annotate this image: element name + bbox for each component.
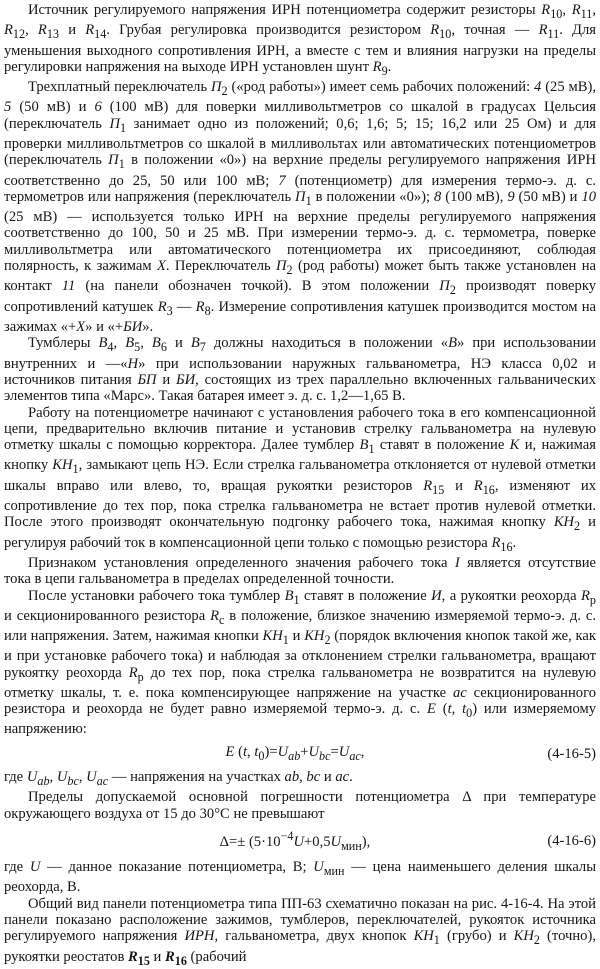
- paragraph-error-limits: Пределы допускаемой основной погрешности потенциометра Δ при температуре окружающего воздуха от 15 до 30°С не превышают: [4, 789, 596, 822]
- equation-4-16-6: [4, 828, 596, 854]
- equation-number: (4-16-5): [547, 745, 596, 762]
- equation-body: $\Delta=\pm (5\cdot 10^{-4}U+0,5U_{мин})$,: [219, 828, 371, 853]
- equation-number: (4-16-6): [547, 832, 596, 849]
- paragraph-switch-p2: Трехплатный переключатель $П_2$ («род работы») имеет семь рабочих положений: 4 (25 мВ), 5 (50 мВ) и 6 (100 мВ) для поверки милливольтметров со шкалой в градусах Цельсия (переключатель $П_1$ занимает одно из положений; 0,6; 1,6; 5; 15; 16,2 или 25 Ом) и для проверки милливольтметров со шкалой в милливольтах или автоматических потенциометров (переключатель $П_1$ в положении «0») на верхние пределы регулируемого напряжения ИРН соответственно до 25, 50 или 100 мВ; 7 (потенциометр) для измерения термо-э. д. с. термометров или напряжения (переключатель $П_1$ в положении «0»); 8 (100 мВ), 9 (50 мВ) и 10 (25 мВ) — используется только ИРН на верхние пределы регулируемого напряжения соответственно до 100, 50 и 25 мВ. При измерении термо-э. д. с. термометра, поверке милливольтметра или автоматического потенциометра их присоединяют, соблюдая полярность, к зажимам X. Переключатель $П_2$ (род работы) может быть также установлен на контакт 11 (на панели обозначен точкой). В этом положении $П_2$ производят поверку сопротивлений катушек $R_3$ — $R_8$. Измерение сопротивления катушек производится мостом на зажимах «+X» и «+БИ».: [4, 79, 597, 335]
- paragraph-working-current: Работу на потенциометре начинают с установления рабочего тока в его компенсационной цепи, предварительно включив питание и установив стрелку гальванометра на нулевую отметку шкалы с помощью корректора. Далее тумблер $В_1$ ставят в положение К и, нажимая кнопку $КН_1$, замыкают цепь НЭ. Если стрелка гальванометра отклоняется от нулевой отметки шкалы вправо или влево, то, вращая рукоятки резисторов $R_{15}$ и $R_{16}$, изменяют их сопротивление до тех пор, пока стрелка гальванометра не встает против нулевой отметки. После этого производят окончательную подгонку рабочего тока, нажимая кнопку $КН_2$ и регулируя рабочий ток в компенсационной цепи только с помощью резистора $R_{16}$.: [4, 404, 596, 554]
- paragraph-toggles: Тумблеры $В_4$, $В_5$, $В_6$ и $В_7$ должны находиться в положении «В» при использовании внутренних и —«Н» при использовании наружных гальванометра, НЭ класса 0,02 и источников питания БП и БИ, состоящих из трех параллельно включенных гальванических элементов типа «Марс». Такая батарея имеет э. д. с. 1,2—1,65 В.: [4, 335, 597, 405]
- paragraph-current-sign: Признаком установления определенного значения рабочего тока I является отсутствие тока в цепи гальванометра в пределах определенной точности.: [4, 554, 596, 588]
- paragraph-irn-resistors: Источник регулируемого напряжения ИРН потенциометра содержит резисторы $R_{10}$, $R_{11}$, $R_{12}$, $R_{13}$ и $R_{14}$. Грубая регулировка производится резистором $R_{10}$, точная — $R_{11}$. Для уменьшения выходного сопротивления ИРН, а вместе с тем и влияния нагрузки на пределы регулировки напряжения на выходе ИРН установлен шунт $R_9$.: [4, 2, 597, 78]
- equation-body: E (t, $t_0)=U_{ab}+U_{bc}=U_{ac}$,: [225, 743, 365, 763]
- paragraph-where-u: где $U_{ab}$, $U_{bc}$, $U_{ac}$ — напряжения на участках ab, bc и ac.: [4, 769, 353, 788]
- paragraph-where-reading: где U — данное показание потенциометра, В; $U_{мин}$ — цена наименьшего деления шкалы реохорда, В.: [4, 859, 597, 896]
- paragraph-panel-view: Общий вид панели потенциометра типа ПП-63 схематично показан на рис. 4-16-4. На этой панели показано расположение зажимов, тумблеров, переключателей, рукояток источника регулируемого напряжения ИРН, гальванометра, двух кнопок $КН_1$ (грубо) и $КН_2$ (точно), рукоятки реостатов $R_{15}$ и $R_{16}$ (рабочий: [4, 895, 596, 968]
- paragraph-measurement: После установки рабочего тока тумблер $В_1$ ставят в положение И, а рукоятки реохорда $R_р$ и секционированного резистора $R_с$ в положение, близкое значению измеряемой термо-э. д. с. или напряжения. Затем, нажимая кнопки $КН_1$ и $КН_2$ (порядок включения кнопок такой же, как и при установке рабочего тока) и наблюдая за отклонением стрелки гальванометра, вращают рукоятку реохорда $R_р$ до тех пор, пока стрелка гальванометра не возвратится на нулевую отметку шкалы, т. е. пока компенсирующее напряжение на участке ас секционированного резистора и реохорда не будет равно измеряемой термо-э. д. с. E (t, $t_0$) или измеряемому напряжению:: [4, 587, 596, 738]
- equation-4-16-5: [4, 744, 596, 764]
